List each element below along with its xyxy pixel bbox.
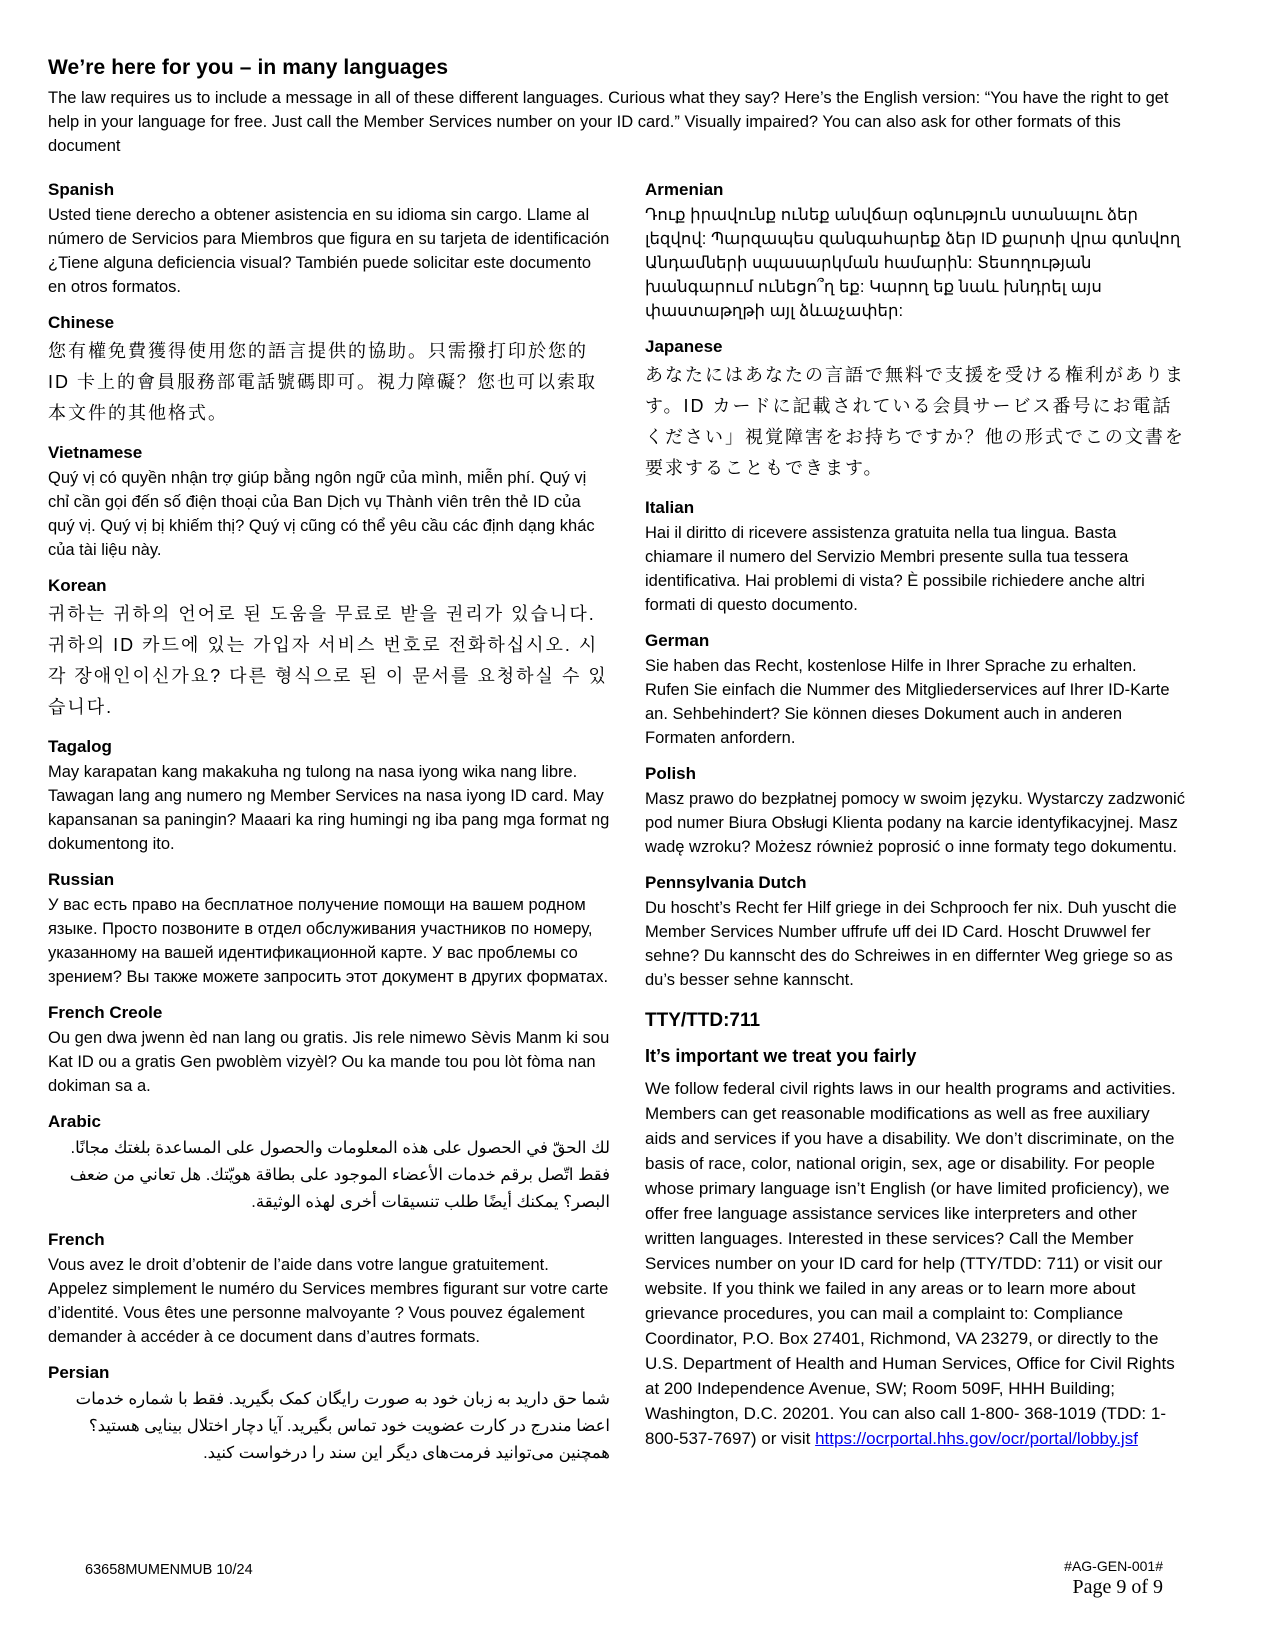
right-language-sections (645, 178, 1185, 992)
ocr-portal-link[interactable]: https://ocrportal.hhs.gov/ocr/portal/lobby.jsf (815, 1429, 1138, 1448)
language-section-persian (48, 1361, 610, 1467)
fair-treatment-section (645, 1046, 1185, 1451)
language-section-japanese (645, 335, 1185, 484)
language-text-french: Vous avez le droit d’obtenir de l’aide dans votre langue gratuitement. Appelez simplement le numéro du Services membres figurant sur votre carte d’identité. Vous êtes une personne malvoyante ? Vous pouvez également demander à accéder à ce document dans d’autres formats. (48, 1256, 609, 1346)
language-text-polish: Masz prawo do bezpłatnej pomocy w swoim języku. Wystarczy zadzwonić pod numer Biura Obsługi Klienta podany na karcie identyfikacyjnej. Masz wadę wzroku? Możesz również poprosić o inne formaty tego dokumentu. (645, 790, 1185, 856)
language-section-french (48, 1228, 610, 1349)
language-text-korean: 귀하는 귀하의 언어로 된 도움을 무료로 받을 권리가 있습니다. 귀하의 ID 카드에 있는 가입자 서비스 번호로 전화하십시오. 시각 장애인이신가요? 다른 형식으로 된 이 문서를 요청하실 수 있습니다. (48, 604, 608, 717)
language-text-russian: У вас есть право на бесплатное получение помощи на вашем родном языке. Просто позвоните в отдел обслуживания участников по номеру, указанному на вашей идентификационной карте. У вас проблемы со зрением? Вы также можете запросить этот документ в других форматах. (48, 896, 609, 986)
language-section-german (645, 629, 1185, 750)
language-section-pennsylvania-dutch (645, 871, 1185, 992)
language-heading-chinese: Chinese (48, 313, 115, 332)
page-title: We’re here for you – in many languages (48, 56, 449, 79)
right-column (645, 178, 1185, 1467)
language-section-chinese (48, 311, 610, 429)
language-section-armenian (645, 178, 1185, 323)
language-section-tagalog (48, 735, 610, 856)
language-text-italian: Hai il diritto di ricevere assistenza gratuita nella tua lingua. Basta chiamare il numero del Servizio Membri presente sulla tua tessera identificativa. Hai problemi di vista? È possibile richiedere anche altri formati di questo documento. (645, 524, 1145, 614)
language-heading-polish: Polish (645, 764, 697, 783)
language-text-pennsylvania-dutch: Du hoscht’s Recht fer Hilf griege in dei Schprooch fer nix. Duh yuscht die Member Services Number uffrufe uff dei ID Card. Hoscht Druwwel fer sehne? Du kannscht des do Schreiwes in en differnter Weg griege so as du’s besser sehne kannscht. (645, 899, 1177, 989)
language-section-vietnamese (48, 441, 610, 562)
language-text-persian: شما حق دارید به زبان خود به صورت رایگان کمک بگیرید. فقط با شماره خدمات اعضا مندرج در کارت عضویت خود تماس بگیرید. آیا دچار اختلال بینایی هستید؟ همچنین می‌توانید فرمت‌های دیگر این سند را درخواست کنید. (75, 1390, 610, 1462)
left-column (48, 178, 610, 1467)
language-section-italian (645, 496, 1185, 617)
language-section-arabic (48, 1110, 610, 1216)
intro-paragraph: The law requires us to include a message in all of these different languages. Curious what they say? Here’s the English version: “You have the right to get help in your language for free. Just call the Member Services number on your ID card.” Visually impaired? You can also ask for other formats of this document (48, 89, 1169, 155)
language-heading-french-creole: French Creole (48, 1003, 163, 1022)
language-heading-french: French (48, 1230, 105, 1249)
language-section-french-creole (48, 1001, 610, 1098)
language-section-russian (48, 868, 610, 989)
fair-treatment-text (645, 1076, 1185, 1451)
language-section-spanish (48, 178, 610, 299)
language-heading-italian: Italian (645, 498, 695, 517)
fair-treatment-body: We follow federal civil rights laws in our health programs and activities. Members can get reasonable modifications as well as free auxiliary aids and services if you have a disability. We don’t discriminate, on the basis of race, color, national origin, sex, age or disability. For people whose primary language isn’t English (or have limited proficiency), we offer free language assistance services like interpreters and other written languages. Interested in these services? Call the Member Services number on your ID card for help (TTY/TDD: 711) or visit our website. If you think we failed in any areas or to learn more about grievance procedures, you can mail a complaint to: Compliance Coordinator, P.O. Box 27401, Richmond, VA 23279, or directly to the U.S. Department of Health and Human Services, Office for Civil Rights at 200 Independence Avenue, SW; Room 509F, HHH Building; Washington, D.C. 20201. You can also call 1-800- 368-1019 (TDD: 1-800-537-7697) or visit (645, 1079, 1176, 1448)
two-column-layout (48, 178, 1227, 1467)
footer-form-number: 63658MUMENMUB 10/24 (85, 1562, 253, 1578)
language-heading-pennsylvania-dutch: Pennsylvania Dutch (645, 873, 807, 892)
language-text-arabic: لك الحقّ في الحصول على هذه المعلومات والحصول على المساعدة بلغتك مجانًا. فقط اتّصل برقم خدمات الأعضاء الموجود على بطاقة هويّتك. هل تعاني من ضعف البصر؟ يمكنك أيضًا طلب تنسيقات أخرى لهذه الوثيقة. (69, 1139, 610, 1211)
footer-doc-code: #AG-GEN-001# (1064, 1558, 1163, 1574)
language-heading-russian: Russian (48, 870, 115, 889)
language-section-polish (645, 762, 1185, 859)
language-section-korean (48, 574, 610, 723)
tty-heading: TTY/TTD:711 (645, 1010, 761, 1031)
language-heading-german: German (645, 631, 710, 650)
language-text-tagalog: May karapatan kang makakuha ng tulong na nasa iyong wika nang libre. Tawagan lang ang numero ng Member Services na nasa iyong ID card. May kapansanan sa paningin? Maaari ka ring humingi ng iba pang mga format ng dokumentong ito. (48, 763, 610, 853)
language-text-chinese: 您有權免費獲得使用您的語言提供的協助。只需撥打印於您的 ID 卡上的會員服務部電話號碼即可。視力障礙？您也可以索取本文件的其他格式。 (48, 341, 597, 423)
fair-treatment-heading: It’s important we treat you fairly (645, 1046, 917, 1066)
footer-page-number: Page 9 of 9 (1072, 1576, 1163, 1598)
language-text-german: Sie haben das Recht, kostenlose Hilfe in Ihrer Sprache zu erhalten. Rufen Sie einfach die Nummer des Mitgliederservices auf Ihrer ID-Karte an. Sehbehindert? Sie können dieses Dokument auch in anderen Formaten anfordern. (645, 657, 1170, 747)
language-text-vietnamese: Quý vị có quyền nhận trợ giúp bằng ngôn ngữ của mình, miễn phí. Quý vị chỉ cần gọi đến số điện thoại của Ban Dịch vụ Thành viên trên thẻ ID của quý vị. Quý vị bị khiếm thị? Quý vị cũng có thể yêu cầu các định dạng khác của tài liệu này. (48, 469, 595, 559)
language-heading-arabic: Arabic (48, 1112, 101, 1131)
language-heading-japanese: Japanese (645, 337, 723, 356)
language-heading-vietnamese: Vietnamese (48, 443, 143, 462)
language-heading-armenian: Armenian (645, 180, 724, 199)
column-gap (610, 178, 645, 1467)
language-text-japanese: あなたにはあなたの言語で無料で支援を受ける権利があります。ID カードに記載されている会員サービス番号にお電話ください」視覚障害をお持ちですか？他の形式でこの文書を要求することもできます。 (645, 365, 1185, 478)
language-heading-persian: Persian (48, 1363, 110, 1382)
language-text-spanish: Usted tiene derecho a obtener asistencia en su idioma sin cargo. Llame al número de Servicios para Miembros que figura en su tarjeta de identificación ¿Tiene alguna deficiencia visual? También puede solicitar este documento en otros formatos. (48, 206, 610, 296)
language-text-french-creole: Ou gen dwa jwenn èd nan lang ou gratis. Jis rele nimewo Sèvis Manm ki sou Kat ID ou a gratis Gen pwoblèm vizyèl? Ou ka mande tou pou lòt fòma nan dokiman sa a. (48, 1029, 610, 1095)
language-heading-spanish: Spanish (48, 180, 115, 199)
language-heading-tagalog: Tagalog (48, 737, 112, 756)
language-text-armenian: Դուք իրավունք ունեք անվճար օգնություն ստանալու ձեր լեզվով: Պարզապես զանգահարեք ձեր ID քարտի վրա գտնվող Անդամների սպասարկման համարին: Տեսողության խանգարում ունեցո՞ղ եք: Կարող եք նաև խնդրել այս փաստաթղթի այլ ձևաչափեր: (645, 206, 1181, 320)
language-heading-korean: Korean (48, 576, 107, 595)
